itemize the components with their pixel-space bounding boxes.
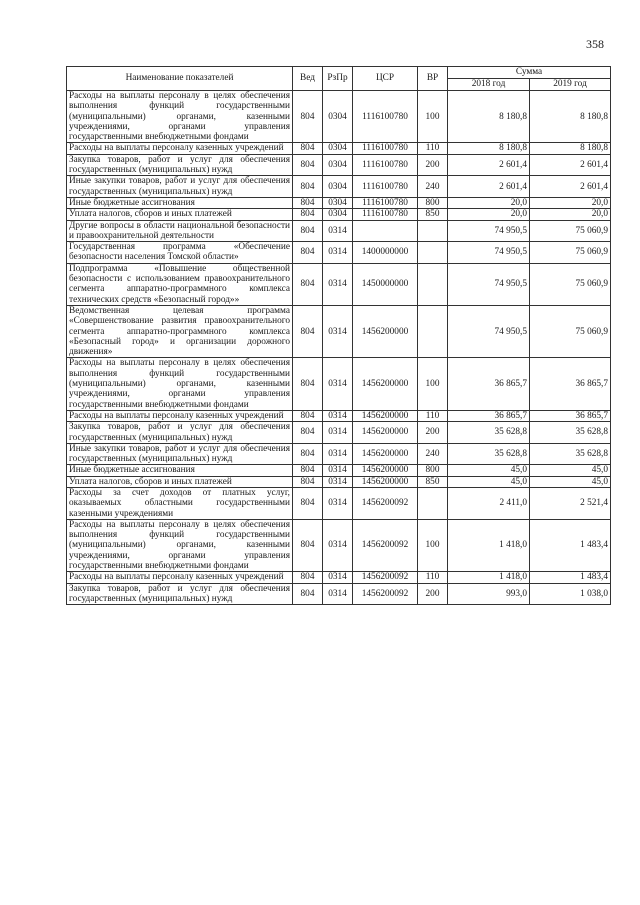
cell-name: Расходы на выплаты персоналу в целях обеспечения выполнения функций государственными (муниципальными) органами, казенными учреждениями, органами управления государственными внебюджетными фондами [67,91,293,143]
table-body [67,91,611,605]
cell-csr: 1456200000 [353,410,418,421]
table-row [67,154,611,176]
cell-name: Расходы на выплаты персоналу в целях обеспечения выполнения функций государственными (муниципальными) органами, казенными учреждениями, органами управления государственными внебюджетными фондами [67,519,293,571]
table-row [67,422,611,444]
table-row [67,465,611,476]
cell-2018: 45,0 [448,465,530,476]
cell-ved: 804 [293,583,323,605]
cell-vr: 200 [418,583,448,605]
table-row [67,176,611,198]
header-ved: Вед [293,67,323,91]
cell-name: Расходы на выплаты персоналу казенных учреждений [67,410,293,421]
cell-csr: 1116100780 [353,209,418,220]
cell-ved: 804 [293,91,323,143]
cell-csr: 1456200000 [353,465,418,476]
cell-2019: 45,0 [530,476,611,487]
cell-name: Иные бюджетные ассигнования [67,465,293,476]
page-number: 358 [586,37,604,51]
table-row [67,220,611,242]
cell-name: Другие вопросы в области национальной безопасности и правоохранительной деятельности [67,220,293,242]
cell-2019: 2 601,4 [530,176,611,198]
cell-vr: 100 [418,358,448,410]
cell-2018: 74 950,5 [448,242,530,264]
cell-2019: 20,0 [530,197,611,208]
cell-csr: 1116100780 [353,154,418,176]
cell-rzpr: 0314 [323,422,353,444]
table-row [67,91,611,143]
cell-csr: 1456200092 [353,487,418,519]
cell-name: Иные закупки товаров, работ и услуг для обеспечения государственных (муниципальных) нужд [67,176,293,198]
cell-2018: 74 950,5 [448,305,530,357]
cell-2019: 8 180,8 [530,91,611,143]
cell-2019: 35 628,8 [530,443,611,465]
cell-name: Ведомственная целевая программа «Совершенствование развития правоохранительного сегмента аппаратно-программного комплекса «Безопасный город» и организации дорожного движения» [67,305,293,357]
cell-vr [418,242,448,264]
table-row [67,143,611,154]
cell-2019: 75 060,9 [530,263,611,305]
cell-name: Расходы на выплаты персоналу в целях обеспечения выполнения функций государственными (муниципальными) органами, казенными учреждениями, органами управления государственными внебюджетными фондами [67,358,293,410]
cell-ved: 804 [293,220,323,242]
cell-2018: 20,0 [448,197,530,208]
table-row [67,263,611,305]
table-row [67,305,611,357]
cell-2018: 1 418,0 [448,519,530,571]
cell-csr: 1456200092 [353,519,418,571]
cell-vr [418,487,448,519]
header-csr: ЦСР [353,67,418,91]
cell-rzpr: 0314 [323,465,353,476]
cell-ved: 804 [293,263,323,305]
cell-vr: 100 [418,519,448,571]
cell-vr: 800 [418,197,448,208]
cell-vr: 200 [418,422,448,444]
cell-2018: 74 950,5 [448,263,530,305]
cell-name: Уплата налогов, сборов и иных платежей [67,209,293,220]
cell-2018: 2 601,4 [448,176,530,198]
cell-2018: 2 601,4 [448,154,530,176]
cell-2018: 1 418,0 [448,572,530,583]
cell-name: Государственная программа «Обеспечение безопасности населения Томской области» [67,242,293,264]
cell-vr: 800 [418,465,448,476]
cell-name: Иные закупки товаров, работ и услуг для обеспечения государственных (муниципальных) нужд [67,443,293,465]
cell-vr: 100 [418,91,448,143]
cell-vr: 850 [418,209,448,220]
table-row [67,583,611,605]
cell-name: Расходы за счет доходов от платных услуг, оказываемых областными государственными казенными учреждениями [67,487,293,519]
cell-ved: 804 [293,465,323,476]
table-row [67,242,611,264]
cell-csr: 1116100780 [353,143,418,154]
cell-ved: 804 [293,443,323,465]
cell-2019: 36 865,7 [530,358,611,410]
cell-2019: 2 521,4 [530,487,611,519]
cell-2018: 36 865,7 [448,358,530,410]
table-row [67,410,611,421]
table-row [67,572,611,583]
cell-2018: 8 180,8 [448,91,530,143]
cell-ved: 804 [293,476,323,487]
table-row [67,487,611,519]
cell-rzpr: 0304 [323,154,353,176]
cell-ved: 804 [293,572,323,583]
cell-name: Закупка товаров, работ и услуг для обеспечения государственных (муниципальных) нужд [67,583,293,605]
cell-ved: 804 [293,143,323,154]
cell-vr: 200 [418,154,448,176]
cell-2019: 36 865,7 [530,410,611,421]
cell-rzpr: 0314 [323,519,353,571]
cell-2018: 2 411,0 [448,487,530,519]
budget-table [66,66,611,605]
cell-ved: 804 [293,422,323,444]
table-row [67,476,611,487]
cell-csr: 1456200092 [353,572,418,583]
cell-csr: 1456200000 [353,476,418,487]
cell-ved: 804 [293,176,323,198]
cell-ved: 804 [293,154,323,176]
cell-ved: 804 [293,242,323,264]
cell-ved: 804 [293,410,323,421]
cell-csr: 1456200092 [353,583,418,605]
table-row [67,197,611,208]
table-row [67,209,611,220]
cell-2019: 2 601,4 [530,154,611,176]
cell-2019: 75 060,9 [530,242,611,264]
cell-2019: 75 060,9 [530,305,611,357]
cell-2019: 8 180,8 [530,143,611,154]
cell-vr: 110 [418,410,448,421]
cell-vr [418,220,448,242]
cell-vr: 240 [418,443,448,465]
cell-rzpr: 0314 [323,476,353,487]
cell-vr [418,263,448,305]
cell-rzpr: 0314 [323,220,353,242]
cell-rzpr: 0314 [323,443,353,465]
cell-ved: 804 [293,519,323,571]
cell-ved: 804 [293,358,323,410]
cell-2019: 75 060,9 [530,220,611,242]
cell-csr: 1116100780 [353,197,418,208]
cell-rzpr: 0304 [323,197,353,208]
table-row [67,519,611,571]
cell-2019: 35 628,8 [530,422,611,444]
cell-2019: 1 038,0 [530,583,611,605]
cell-2018: 993,0 [448,583,530,605]
cell-ved: 804 [293,487,323,519]
header-name: Наименование показателей [67,67,293,91]
cell-ved: 804 [293,305,323,357]
cell-2018: 36 865,7 [448,410,530,421]
cell-rzpr: 0314 [323,242,353,264]
cell-vr: 850 [418,476,448,487]
cell-2018: 45,0 [448,476,530,487]
cell-vr: 110 [418,143,448,154]
cell-name: Расходы на выплаты персоналу казенных учреждений [67,143,293,154]
cell-2018: 20,0 [448,209,530,220]
header-vr: ВР [418,67,448,91]
header-sum: Сумма [448,67,611,79]
cell-2018: 35 628,8 [448,443,530,465]
header-year-2019: 2019 год [530,79,611,91]
cell-2018: 74 950,5 [448,220,530,242]
header-rzpr: РзПр [323,67,353,91]
cell-rzpr: 0314 [323,583,353,605]
table-header [67,67,611,91]
cell-2019: 45,0 [530,465,611,476]
cell-rzpr: 0314 [323,263,353,305]
cell-vr: 110 [418,572,448,583]
cell-rzpr: 0314 [323,572,353,583]
cell-vr [418,305,448,357]
cell-rzpr: 0314 [323,358,353,410]
cell-rzpr: 0314 [323,410,353,421]
cell-csr [353,220,418,242]
cell-rzpr: 0314 [323,305,353,357]
cell-2019: 1 483,4 [530,572,611,583]
header-year-2018: 2018 год [448,79,530,91]
cell-2019: 1 483,4 [530,519,611,571]
cell-rzpr: 0304 [323,91,353,143]
cell-ved: 804 [293,197,323,208]
cell-name: Уплата налогов, сборов и иных платежей [67,476,293,487]
cell-csr: 1400000000 [353,242,418,264]
cell-name: Закупка товаров, работ и услуг для обеспечения государственных (муниципальных) нужд [67,154,293,176]
cell-csr: 1456200000 [353,443,418,465]
cell-rzpr: 0304 [323,176,353,198]
cell-rzpr: 0314 [323,487,353,519]
cell-name: Закупка товаров, работ и услуг для обеспечения государственных (муниципальных) нужд [67,422,293,444]
cell-csr: 1116100780 [353,176,418,198]
cell-name: Подпрограмма «Повышение общественной безопасности с использованием правоохранительного сегмента аппаратно-программного комплекса технических средств «Безопасный город»» [67,263,293,305]
cell-csr: 1116100780 [353,91,418,143]
cell-2019: 20,0 [530,209,611,220]
table-row [67,443,611,465]
cell-name: Иные бюджетные ассигнования [67,197,293,208]
cell-2018: 35 628,8 [448,422,530,444]
cell-csr: 1456200000 [353,358,418,410]
cell-2018: 8 180,8 [448,143,530,154]
cell-rzpr: 0304 [323,209,353,220]
table-row [67,358,611,410]
cell-csr: 1450000000 [353,263,418,305]
cell-name: Расходы на выплаты персоналу казенных учреждений [67,572,293,583]
cell-csr: 1456200000 [353,422,418,444]
cell-vr: 240 [418,176,448,198]
cell-rzpr: 0304 [323,143,353,154]
cell-ved: 804 [293,209,323,220]
cell-csr: 1456200000 [353,305,418,357]
